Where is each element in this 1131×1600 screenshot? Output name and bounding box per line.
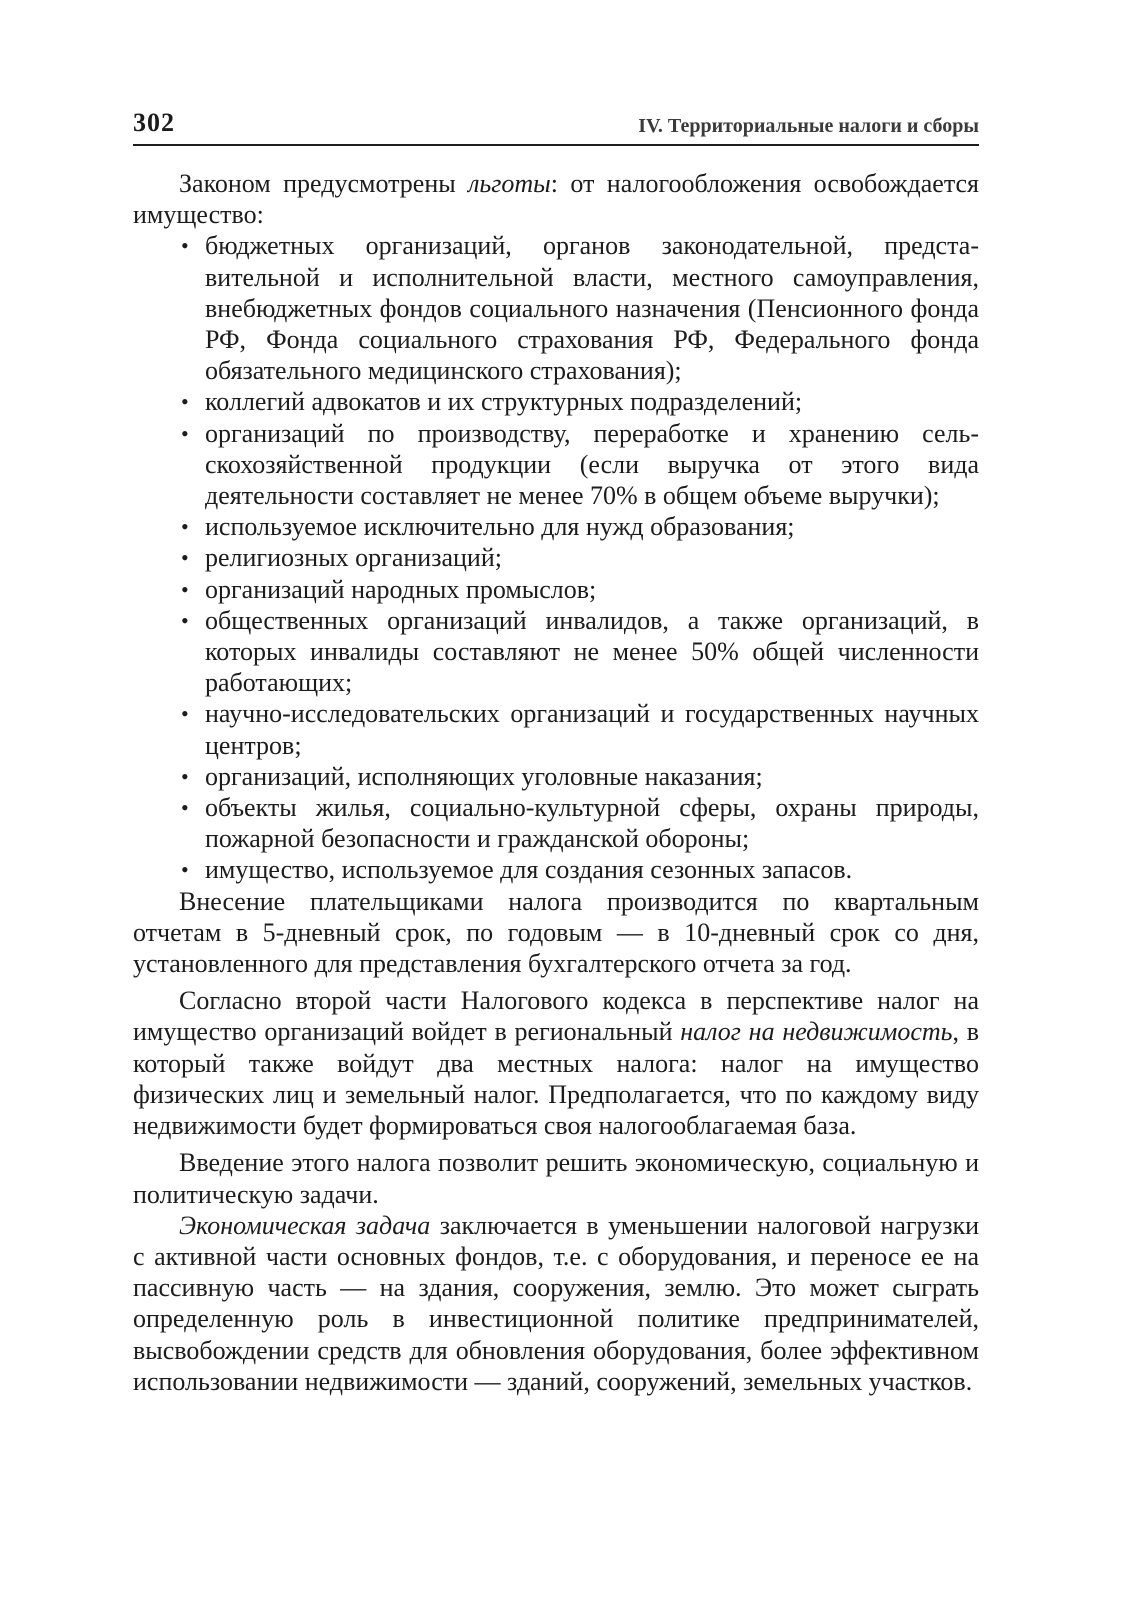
list-item [181, 698, 979, 760]
bullet-icon: • [181, 233, 189, 259]
tax-code-paragraph [133, 985, 979, 1141]
list-item-text: организаций, исполняющих уголовные наказания; [205, 761, 763, 791]
bullet-icon: • [181, 545, 189, 571]
intro-text-end: : от налогообложения освобождается имущество: [133, 169, 980, 230]
list-item [181, 854, 979, 885]
bullet-icon: • [181, 857, 189, 883]
bullet-icon: • [181, 607, 189, 633]
list-item-text: коллегий адвокатов и их структурных подразделений; [205, 387, 803, 417]
running-head: IV. Территориальные налоги и сборы [638, 115, 979, 137]
bullet-icon: • [181, 576, 189, 602]
bullet-icon: • [181, 514, 189, 540]
list-item [181, 230, 979, 386]
economic-task-text: заключается в уменьшении налоговой нагрузки с активной части основных фондов, т.е. с оборудования, и переносе ее на пассивную часть — на здания, сооружения, землю. Это может сыграть определенную роль в инвестиционной политике предпринимателей, высвобождении средств для обновления оборудования, более эффективном использовании недвижимости — зданий, сооружений, земельных участков. [133, 1210, 980, 1396]
tax-code-text: Согласно второй части Налогового кодекса в перспективе налог на имущество организаций войдет в региональный [133, 986, 979, 1047]
bullet-icon: • [181, 701, 189, 727]
list-item [181, 511, 979, 542]
economic-task-emphasis: Экономическая задача [179, 1210, 431, 1240]
benefits-list [133, 230, 979, 885]
list-item-text: научно-исследовательских организаций и государственных научных центров; [205, 699, 979, 760]
list-item [181, 386, 979, 417]
list-item [181, 605, 979, 699]
list-item-text: религиозных организаций; [205, 543, 502, 573]
list-item-text: имущество, используемое для создания сезонных запасов. [205, 855, 853, 885]
list-item-text: бюджетных организаций, органов законодательной, представительной и исполнительной власти, местного самоуправления, внебюджетных фондов социального назначения (Пенсионного фонда РФ, Фонда социального страхования РФ, Федерального фонда обязательного медицинского страхования); [205, 231, 979, 386]
book-page [133, 108, 979, 1397]
bullet-icon: • [181, 795, 189, 821]
intro-paragraph [133, 168, 979, 230]
list-item-text: используемое исключительно для нужд образования; [205, 512, 795, 542]
body-text [133, 168, 979, 1397]
list-item [181, 792, 979, 854]
payment-paragraph: Внесение плательщиками налога производится по квартальным отчетам в 5-дневный срок, по годовым — в 10-дневный срок со дня, установленного для представления бухгалтерского отчета за год. [133, 886, 979, 979]
list-item-text: объекты жилья, социально-культурной сферы, охраны природы, пожарной безопасности и гражданской обороны; [205, 793, 979, 854]
bullet-icon: • [181, 420, 189, 446]
tax-goals-paragraph: Введение этого налога позволит решить экономическую, социальную и политическую задачи. [133, 1148, 979, 1209]
tax-code-text-end: , в который также войдут два местных налога: налог на имущество физических лиц и земельный налог. Предполагается, что по каждому виду недвижимости будет формироваться своя налогооблагаемая база. [133, 1017, 980, 1141]
page-header [133, 108, 979, 146]
list-item [181, 574, 979, 605]
list-item [181, 418, 979, 512]
list-item [181, 761, 979, 792]
bullet-icon: • [181, 389, 189, 415]
page-number: 302 [133, 108, 175, 137]
intro-emphasis: льготы [468, 169, 551, 198]
list-item-text: общественных организаций инвалидов, а также организаций, в которых инвалиды составляют не менее 50% общей численности работающих; [205, 605, 979, 698]
intro-text: Законом предусмотрены [179, 169, 469, 198]
bullet-icon: • [181, 763, 189, 789]
tax-code-emphasis: налог на недвижимость [680, 1017, 953, 1047]
list-item-text: организаций народных промыслов; [205, 574, 597, 604]
economic-task-paragraph [133, 1210, 979, 1397]
list-item [181, 542, 979, 573]
list-item-text: организаций по производству, переработке и хранению сельскохозяйственной продукции (если выручка от этого вида деятельности составляет не менее 70% в общем объеме выручки); [205, 418, 979, 511]
